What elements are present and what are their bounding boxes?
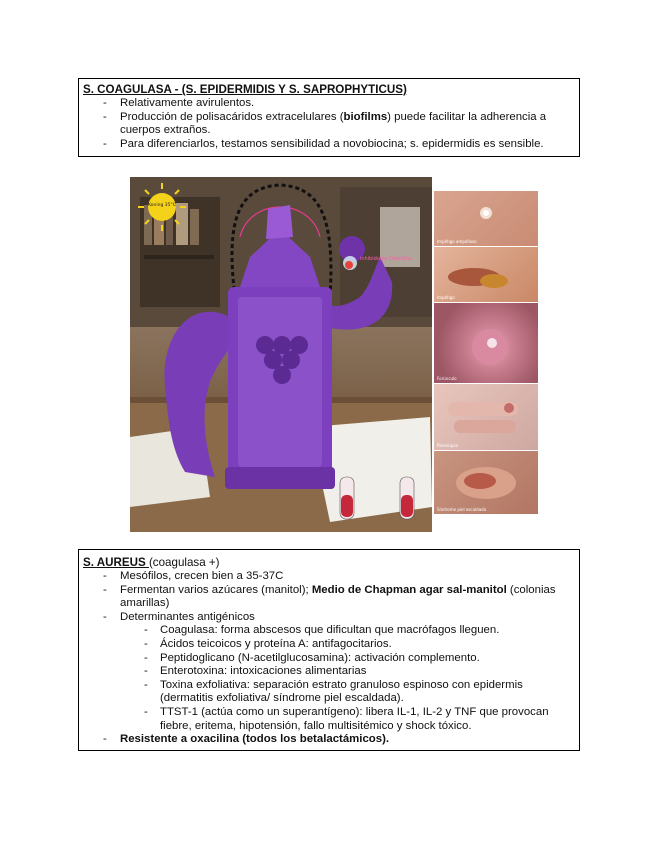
sublist-item: - Toxina exfoliativa: separación estrato granuloso espinoso con epidermis (dermatitis exfoliativa/ síndrome piel escaldada).: [83, 679, 575, 706]
list-item-antigens: [83, 611, 575, 733]
photo-caption: Forúnculo: [437, 376, 457, 381]
furuncle-image: [434, 303, 538, 383]
list-item: - Mesófilos, crecen bien a 35-37C: [83, 570, 575, 584]
list-item: - Para diferenciarlos, testamos sensibilidad a novobiocina; s. epidermidis es sensible.: [83, 138, 575, 152]
text: Producción de polisacáridos extracelulares (: [120, 110, 344, 123]
text: (colonias amarillas): [120, 583, 556, 610]
sublist-item: - Ácidos teicoicos y proteína A: antifagocitarios.: [83, 638, 575, 652]
title-rest: (coagulasa +): [148, 556, 220, 569]
section2-list: [83, 570, 575, 747]
title-strong: S. AUREUS: [83, 556, 149, 569]
list-item: - Relativamente avirulentos.: [83, 97, 575, 111]
sublist-item: - TTST-1 (actúa como un superantígeno): libera IL-1, IL-2 y TNF que provocan fiebre, eritema, hipotensión, fallo multisitémico y shock tóxico.: [83, 706, 575, 733]
impetigo-image: [434, 247, 538, 302]
skin-lesion-photo: [434, 191, 538, 246]
section2-title: [83, 556, 575, 570]
bold-text: Resistente a oxacilina (todos los betalactámicos).: [120, 733, 390, 746]
sublist-item: - Enterotoxina: intoxicaciones alimentarias: [83, 665, 575, 679]
flask-label: inhibidores Oxacilina: [360, 256, 413, 262]
section1-list: [83, 97, 575, 151]
text: Determinantes antigénicos: [120, 610, 255, 623]
list-item-biofilm: [83, 111, 575, 138]
sublist-item: - Peptidoglicano (N-acetilglucosamina): activación complemento.: [83, 652, 575, 666]
purple-highlighter-mascot: [130, 177, 432, 532]
text: ) puede facilitar la adherencia a cuerpos extraños.: [120, 110, 547, 137]
pustule-image: [434, 191, 538, 246]
antigen-sublist: [120, 624, 575, 733]
section1-title: S. COAGULASA - (S. EPIDERMIDIS Y S. SAPROPHYTICUS): [83, 83, 407, 96]
scalded-skin-image: [434, 451, 538, 514]
photo-caption: Síndrome piel escaldada: [437, 507, 487, 512]
text: Fermentan varios azúcares (manitol);: [120, 583, 312, 596]
finger-photo: [434, 384, 538, 450]
staph-aureus-section: [78, 549, 580, 751]
mascot-illustration: [130, 177, 432, 532]
list-item-oxacillin: [83, 733, 575, 747]
photo-caption: Impétigo ampolloso: [437, 239, 477, 244]
coagulase-negative-section: [78, 78, 580, 157]
photo-caption: Paroniquia: [437, 443, 458, 448]
boil-photo: [434, 303, 538, 383]
photo-caption: Impétigo: [437, 295, 455, 300]
sublist-item: - Coagulasa: forma abscesos que dificultan que macrófagos lleguen.: [83, 624, 575, 638]
list-item-chapman: [83, 584, 575, 611]
paronychia-image: [434, 384, 538, 450]
sun-label: Koning 35°C: [148, 203, 176, 208]
scalded-skin-photo: [434, 451, 538, 514]
lip-lesion-photo: [434, 247, 538, 302]
bold-text: biofilms: [343, 110, 388, 123]
bold-text: Medio de Chapman agar sal-manitol: [311, 583, 507, 596]
